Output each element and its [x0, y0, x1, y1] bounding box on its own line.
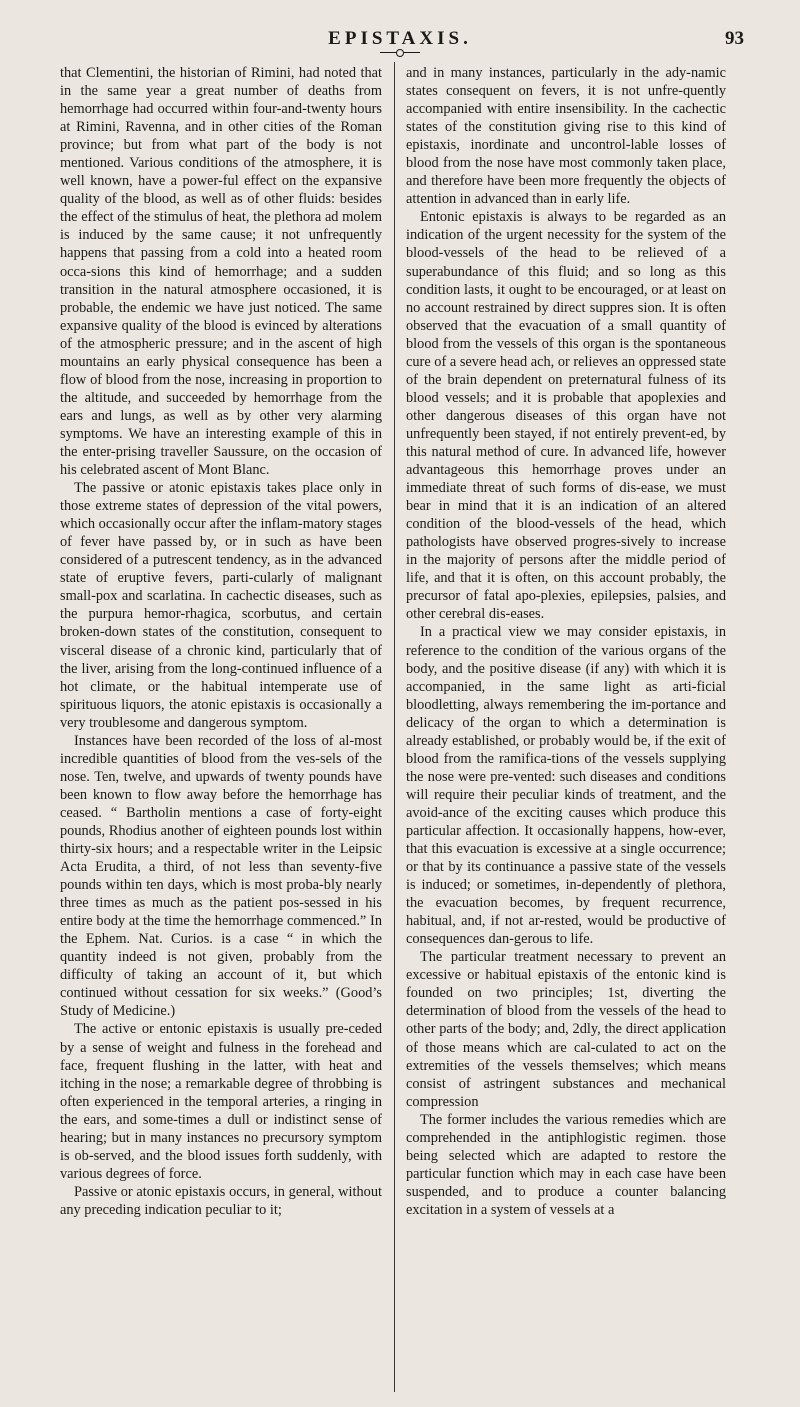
- paragraph: The active or entonic epistaxis is usually pre-ceded by a sense of weight and fulness in the forehead and face, frequent flushing in the latter, with heat and itching in the nose; a remarkable degree of throbbing is often experienced in the temporal arteries, a ringing in the ears, and some-times a dull or indistinct sense of hearing; but in many instances no precursory symptom is ob-served, and the blood issues forth suddenly, with various degrees of force.: [60, 1021, 382, 1182]
- paragraph: and in many instances, particularly in the ady-namic states consequent on fevers, it is not unfre-quently accompanied with entire insensibility. In the cachectic states of the constitution giving rise to this kind of epistaxis, inordinate and uncontrol-lable losses of blood from the nose have most commonly taken place, and therefore have been more frequently the objects of attention in advanced than in early life.: [406, 65, 726, 208]
- paragraph: In a practical view we may consider epistaxis, in reference to the condition of the various organs of the body, and the positive disease (if any) with which it is accompanied, in the same light as arti-ficial bloodletting, always remembering the im-portance and delicacy of the organ to which a determination is already established, or probably would be, if the exit of blood from the ramifica-tions of the vessels supplying the nose were pre-vented: such diseases and conditions will require their peculiar kinds of treatment, and the avoid-ance of the exciting causes which produce this particular affection. It occasionally happens, how-ever, that this evacuation is excessive at a single occurrence; or that by its continuance a passive state of the vessels is induced; or sometimes, in-dependently of plethora, the evacuation becomes, by frequent recurrence, habitual, and, if not ar-rested, would be productive of consequences dan-gerous to life.: [406, 624, 726, 948]
- page-header: [52, 28, 748, 56]
- paragraph: The passive or atonic epistaxis takes place only in those extreme states of depression of the vital powers, which occasionally occur after the inflam-matory stages of fever have passed by, or in such as have been considered of a putrescent tendency, as in the advanced state of eruptive fevers, parti-cularly of malignant small-pox and scarlatina. In cachectic diseases, such as the purpura hemor-rhagica, scorbutus, and certain broken-down states of the constitution, consequent to visceral disease of a chronic kind, particularly that of the liver, arising from the long-continued influence of a hot climate, or the habitual intemperate use of spirituous liquors, the atonic epistaxis is occasionally a very troublesome and dangerous symptom.: [60, 480, 382, 731]
- page-number: 93: [725, 28, 744, 49]
- left-column: [60, 64, 382, 1219]
- paragraph: that Clementini, the historian of Rimini, had noted that in the same year a great number of deaths from hemorrhage had occurred within four-and-twenty hours at Rimini, Ravenna, and in other cities of the Roman province; but from what part of the body is not mentioned. Various conditions of the atmosphere, it is well known, have a power-ful effect on the expansive quality of the blood, as well as of other fluids: besides the effect of the stimulus of heat, the plethora ad molem is induced by the same cause; it not unfrequently happens that passing from a cold into a heated room occa-sions this kind of hemorrhage; and a sudden transition in the natural atmosphere occasioned, it is probable, the endemic we have just noticed. The same expansive quality of the blood is evinced by alterations of the atmospheric pressure; and in the ascent of high mountains an early physical consequence has been a flow of blood from the nose, increasing in proportion to the altitude, and succeeded by hemorrhage from the ears and lungs, as well as by other very alarming symptoms. We have an interesting example of this in the enter-prising traveller Saussure, on the occasion of his celebrated ascent of Mont Blanc.: [60, 65, 382, 479]
- paragraph: The particular treatment necessary to prevent an excessive or habitual epistaxis of the entonic kind is founded on two principles; 1st, diverting the determination of blood from the vessels of the head to other parts of the body; and, 2dly, the direct application of those means which are cal-culated to act on the extremities of the vessels themselves; which means consist of astringent substances and mechanical compression: [406, 949, 726, 1110]
- paragraph: Passive or atonic epistaxis occurs, in general, without any preceding indication peculiar to it;: [60, 1183, 382, 1218]
- paragraph: The former includes the various remedies which are comprehended in the antiphlogistic regimen. those being selected which are adapted to restore the particular function which may in each case have been suspended, and to produce a counter balancing excitation in a system of vessels at a: [406, 1111, 726, 1218]
- paragraph: Entonic epistaxis is always to be regarded as an indication of the urgent necessity for the system of the blood-vessels of the head to be relieved of a superabundance of this fluid; and so long as this condition lasts, it ought to be encouraged, or at least on no account restrained by direct suppres sion. It is often observed that the evacuation of a small quantity of blood from the vessels of this organ is the spontaneous cure of a severe head ach, or relieves an oppressed state of the brain dependent on preternatural fulness of its blood vessels; and it is probable that apoplexies and other dangerous diseases of this organ have not unfrequently been stayed, if not entirely prevent-ed, by this natural method of cure. In advanced life, however advantageous this hemorrhage proves under an immediate threat of such forms of dis-ease, we must bear in mind that it is an indication of an altered condition of the blood-vessels of the head, which pathologists have observed progres-sively to increase in the majority of persons after the middle period of life, and that it is often, on this account probably, the precursor of fatal apo-plexies, epilepsies, palsies, and other cerebral dis-eases.: [406, 209, 726, 623]
- header-ornament: [380, 52, 420, 53]
- column-divider: [394, 62, 395, 1392]
- paragraph: Instances have been recorded of the loss of al-most incredible quantities of blood from the ves-sels of the nose. Ten, twelve, and upwards of twenty pounds have been known to flow away before the hemorrhage has ceased. “ Bartholin mentions a case of forty-eight pounds, Rhodius another of eighteen pounds lost within thirty-six hours; and a respectable writer in the Leipsic Acta Erudita, a third, of not less than seventy-five pounds within ten days, which is most proba-bly nearly three times as much as the patient pos-sessed in his entire body at the time the hemorrhage commenced.” In the Ephem. Nat. Curios. is a case “ in which the quantity indeed is not given, probably from the difficulty of taking an account of it, but which continued without cessation for six weeks.” (Good’s Study of Medicine.): [60, 732, 382, 1020]
- running-head: EPISTAXIS.: [328, 28, 472, 49]
- right-column: [406, 64, 726, 1219]
